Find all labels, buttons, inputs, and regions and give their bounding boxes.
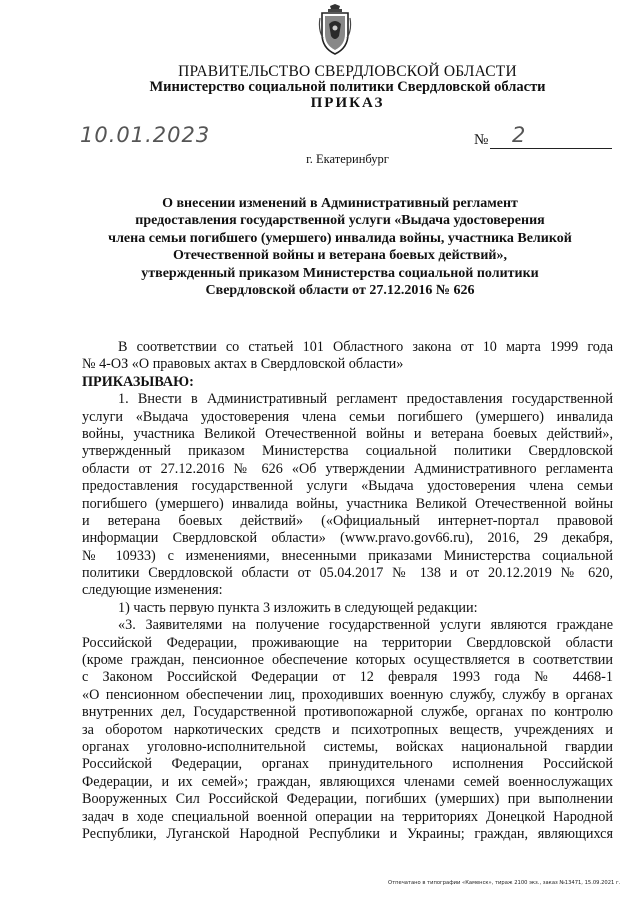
- body-line: «О пенсионном обеспечении лиц, проходивших военную службу, службу в органах: [82, 686, 613, 703]
- body-line: 1) часть первую пункта 3 изложить в следующей редакции:: [118, 599, 478, 616]
- title-line: предоставления государственной услуги «Выдача удостоверения: [135, 213, 545, 229]
- number-underline: [490, 148, 612, 149]
- order-keyword: ПРИКАЗЫВАЮ:: [82, 373, 194, 390]
- body-line: за оборотом наркотических средств и психотропных веществ, учреждениях и: [82, 721, 613, 738]
- body-line: и ветерана боевых действий» («Официальный интернет-портал правовой: [82, 512, 613, 529]
- body-line: погибшего (умершего) инвалида войны, участника Великой Отечественной войны: [82, 495, 613, 512]
- body-line: (кроме граждан, пенсионное обеспечение которых осуществляется в соответствии: [82, 652, 613, 669]
- body-line: Вооруженных Сил Российской Федерации, погибших (умерших) при выполнении: [82, 791, 613, 808]
- body-line: № 4-ОЗ «О правовых актах в Свердловской области»: [82, 356, 404, 373]
- body-line: утвержденный приказом Министерства социальной политики Свердловской: [82, 443, 613, 460]
- body-line: политики Свердловской области от 05.04.2017 № 138 и от 20.12.2019 № 620,: [82, 565, 613, 582]
- body-line: № 10933) с изменениями, внесенными приказами Министерства социальной: [82, 547, 613, 564]
- body-line: услуги «Выдача удостоверения члена семьи погибшего (умершего) инвалида: [82, 408, 613, 425]
- body-line: Российской Федерации, проживающие на территории Свердловской области: [82, 634, 613, 651]
- body-line: области от 27.12.2016 № 626 «Об утверждении Административного регламента: [82, 460, 613, 477]
- body-line: с Законом Российской Федерации от 12 февраля 1993 года № 4468-1: [82, 669, 613, 686]
- body-line: войны, участника Великой Отечественной войны и ветерана боевых действий»,: [82, 425, 613, 442]
- body-line: предоставления государственной услуги «Выдача удостоверения члена семьи: [82, 478, 613, 495]
- document-body: [82, 339, 613, 843]
- body-line: Федерации, и их семей»; граждан, являющихся членами семей военнослужащих: [82, 773, 613, 790]
- title-line: Отечественной войны и ветерана боевых действий»,: [173, 248, 507, 264]
- body-line: информации Свердловской области» (www.pravo.gov66.ru), 2016, 29 декабря,: [82, 530, 613, 547]
- title-line: О внесении изменений в Административный регламент: [162, 196, 518, 211]
- document-date: 10.01.2023: [80, 123, 211, 147]
- body-line: В соответствии со статьей 101 Областного закона от 10 марта 1999 года: [118, 339, 613, 355]
- document-number: 2: [512, 123, 526, 147]
- title-line: Свердловской области от 27.12.2016 № 626: [205, 283, 475, 299]
- body-line: «3. Заявителями на получение государственной услуги являются граждане: [118, 617, 613, 634]
- city: г. Екатеринбург: [306, 152, 389, 166]
- title-line: утвержденный приказом Министерства социальной политики: [141, 265, 539, 281]
- government-name: ПРАВИТЕЛЬСТВО СВЕРДЛОВСКОЙ ОБЛАСТИ: [178, 63, 517, 80]
- body-line: внутренних дел, Государственной противопожарной службе, органах по контролю: [82, 704, 613, 721]
- body-line: Республики, Луганской Народной Республики и Украины; граждан, являющихся: [82, 825, 613, 842]
- body-line: органах уголовно-исполнительной системы, войсках национальной гвардии: [82, 738, 613, 755]
- document-title: [90, 195, 590, 299]
- number-sign: №: [474, 132, 489, 148]
- ministry-name: Министерство социальной политики Свердловской области: [149, 79, 546, 95]
- document-type: ПРИКАЗ: [310, 95, 385, 111]
- coat-of-arms-icon: [318, 4, 352, 56]
- print-footer: Отпечатано в типографии «Каменск», тираж 2100 экз., заказ №13471, 15.09.2021 г.: [388, 880, 621, 886]
- body-line: Российской Федерации, органах принудительного исполнения Российской: [82, 756, 613, 773]
- body-line: задач в ходе специальной военной операции на территориях Донецкой Народной: [82, 808, 613, 825]
- body-line: следующие изменения:: [82, 582, 223, 599]
- title-line: члена семьи погибшего (умершего) инвалида войны, участника Великой: [108, 230, 572, 246]
- body-line: 1. Внести в Административный регламент предоставления государственной: [118, 391, 613, 408]
